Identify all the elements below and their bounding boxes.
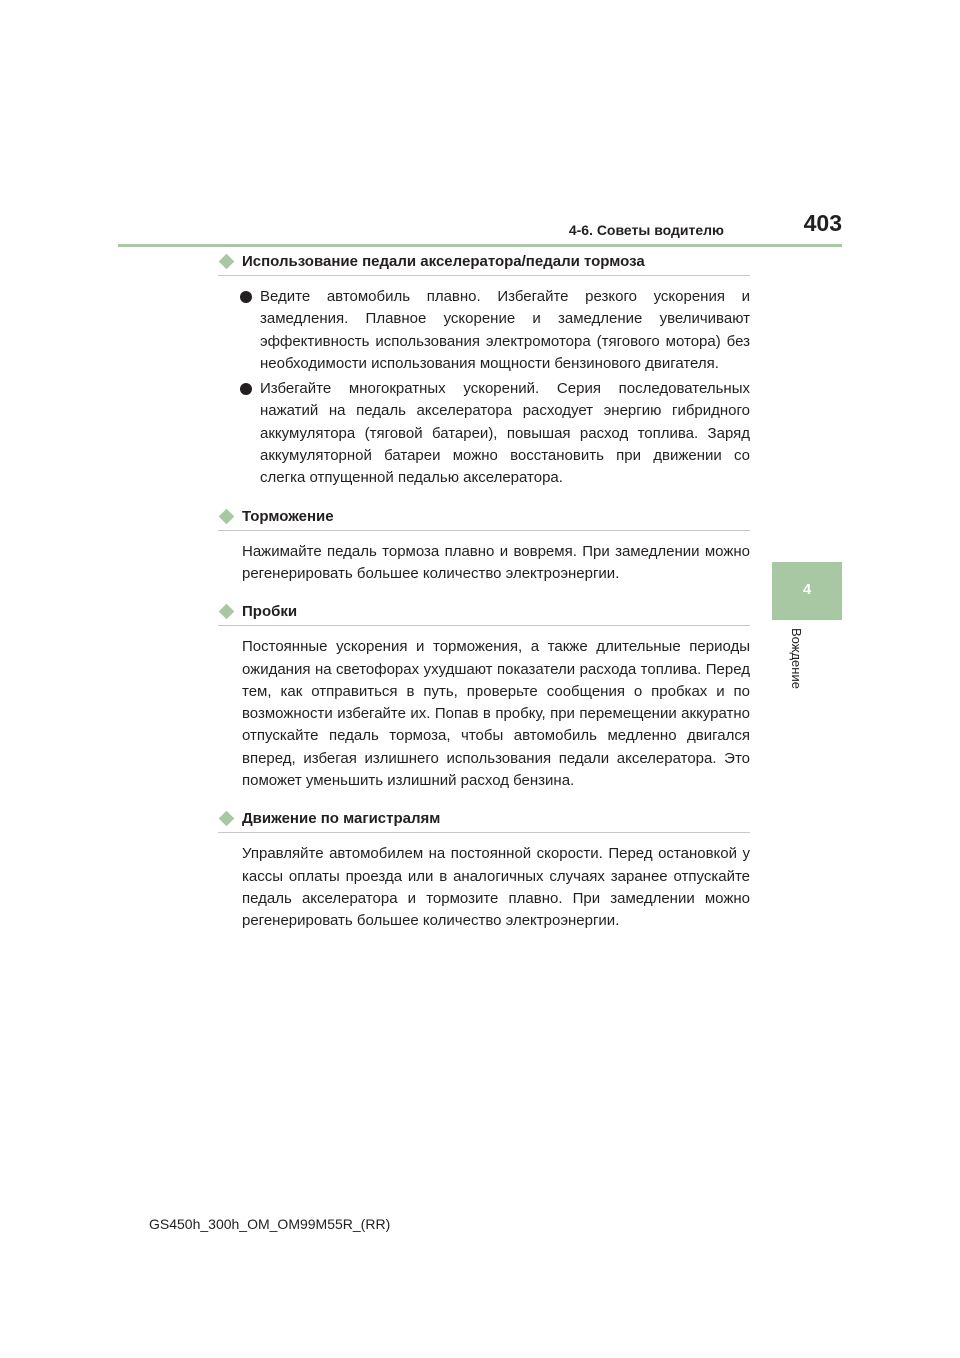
chapter-tab: 4 <box>772 562 842 620</box>
section-heading-text: Пробки <box>242 603 298 621</box>
section-accelerator-brake <box>218 253 750 490</box>
section-paragraph: Постоянные ускорения и торможения, а также длительные периоды ожидания на светофорах ухудшают показатели расхода топлива. Перед тем, как отправиться в путь, проверьте сообщения о пробках и по возможности избегайте их. Попав в пробку, при перемещении аккуратно отпускайте педаль тормоза, чтобы автомобиль медленно двигался вперед, избегая излишнего использования педали акселератора. Это поможет уменьшить излишний расход бензина. <box>242 638 750 790</box>
section-heading <box>218 508 750 531</box>
diamond-icon <box>219 811 235 827</box>
section-heading <box>218 603 750 626</box>
section-heading-text: Торможение <box>242 507 334 525</box>
section-title: 4-6. Советы водителю <box>568 222 724 238</box>
section-paragraph: Нажимайте педаль тормоза плавно и вовремя. При замедлении можно регенерировать большее количество электроэнергии. <box>242 542 750 582</box>
bullet-dot-icon <box>240 291 252 303</box>
bullet-text: Ведите автомобиль плавно. Избегайте резкого ускорения и замедления. Плавное ускорение и замедление увеличивают эффективность использования электромотора (тягового мотора) без необходимости использования мощности бензинового двигателя. <box>260 288 750 372</box>
bullet-item <box>260 286 750 375</box>
diamond-icon <box>219 254 235 270</box>
header-divider <box>118 244 842 247</box>
page-content <box>218 253 750 933</box>
section-traffic-jams <box>218 603 750 792</box>
diamond-icon <box>219 508 235 524</box>
bullet-text: Избегайте многократных ускорений. Серия последовательных нажатий на педаль акселератора расходует энергию гибридного аккумулятора (тяговой батареи), повышая расход топлива. Заряд аккумуляторной батареи можно восстановить при движении со слегка отпущенной педалью акселератора. <box>260 380 750 487</box>
document-code: GS450h_300h_OM_OM99M55R_(RR) <box>149 1216 391 1232</box>
section-paragraph: Управляйте автомобилем на постоянной скорости. Перед остановкой у кассы оплаты проезда или в аналогичных случаях заранее отпускайте педаль акселератора и тормозите плавно. При замедлении можно регенерировать большее количество электроэнергии. <box>242 845 750 930</box>
bullet-dot-icon <box>240 383 252 395</box>
diamond-icon <box>219 604 235 620</box>
bullet-item <box>260 378 750 489</box>
chapter-side-label: Вождение <box>789 628 804 689</box>
section-heading <box>218 253 750 276</box>
section-heading-text: Использование педали акселератора/педали тормоза <box>242 253 645 270</box>
section-highway <box>218 810 750 932</box>
page-number: 403 <box>803 210 842 236</box>
section-heading <box>218 810 750 833</box>
section-heading-text: Движение по магистралям <box>242 810 441 828</box>
page-header <box>118 210 842 246</box>
section-braking <box>218 508 750 586</box>
